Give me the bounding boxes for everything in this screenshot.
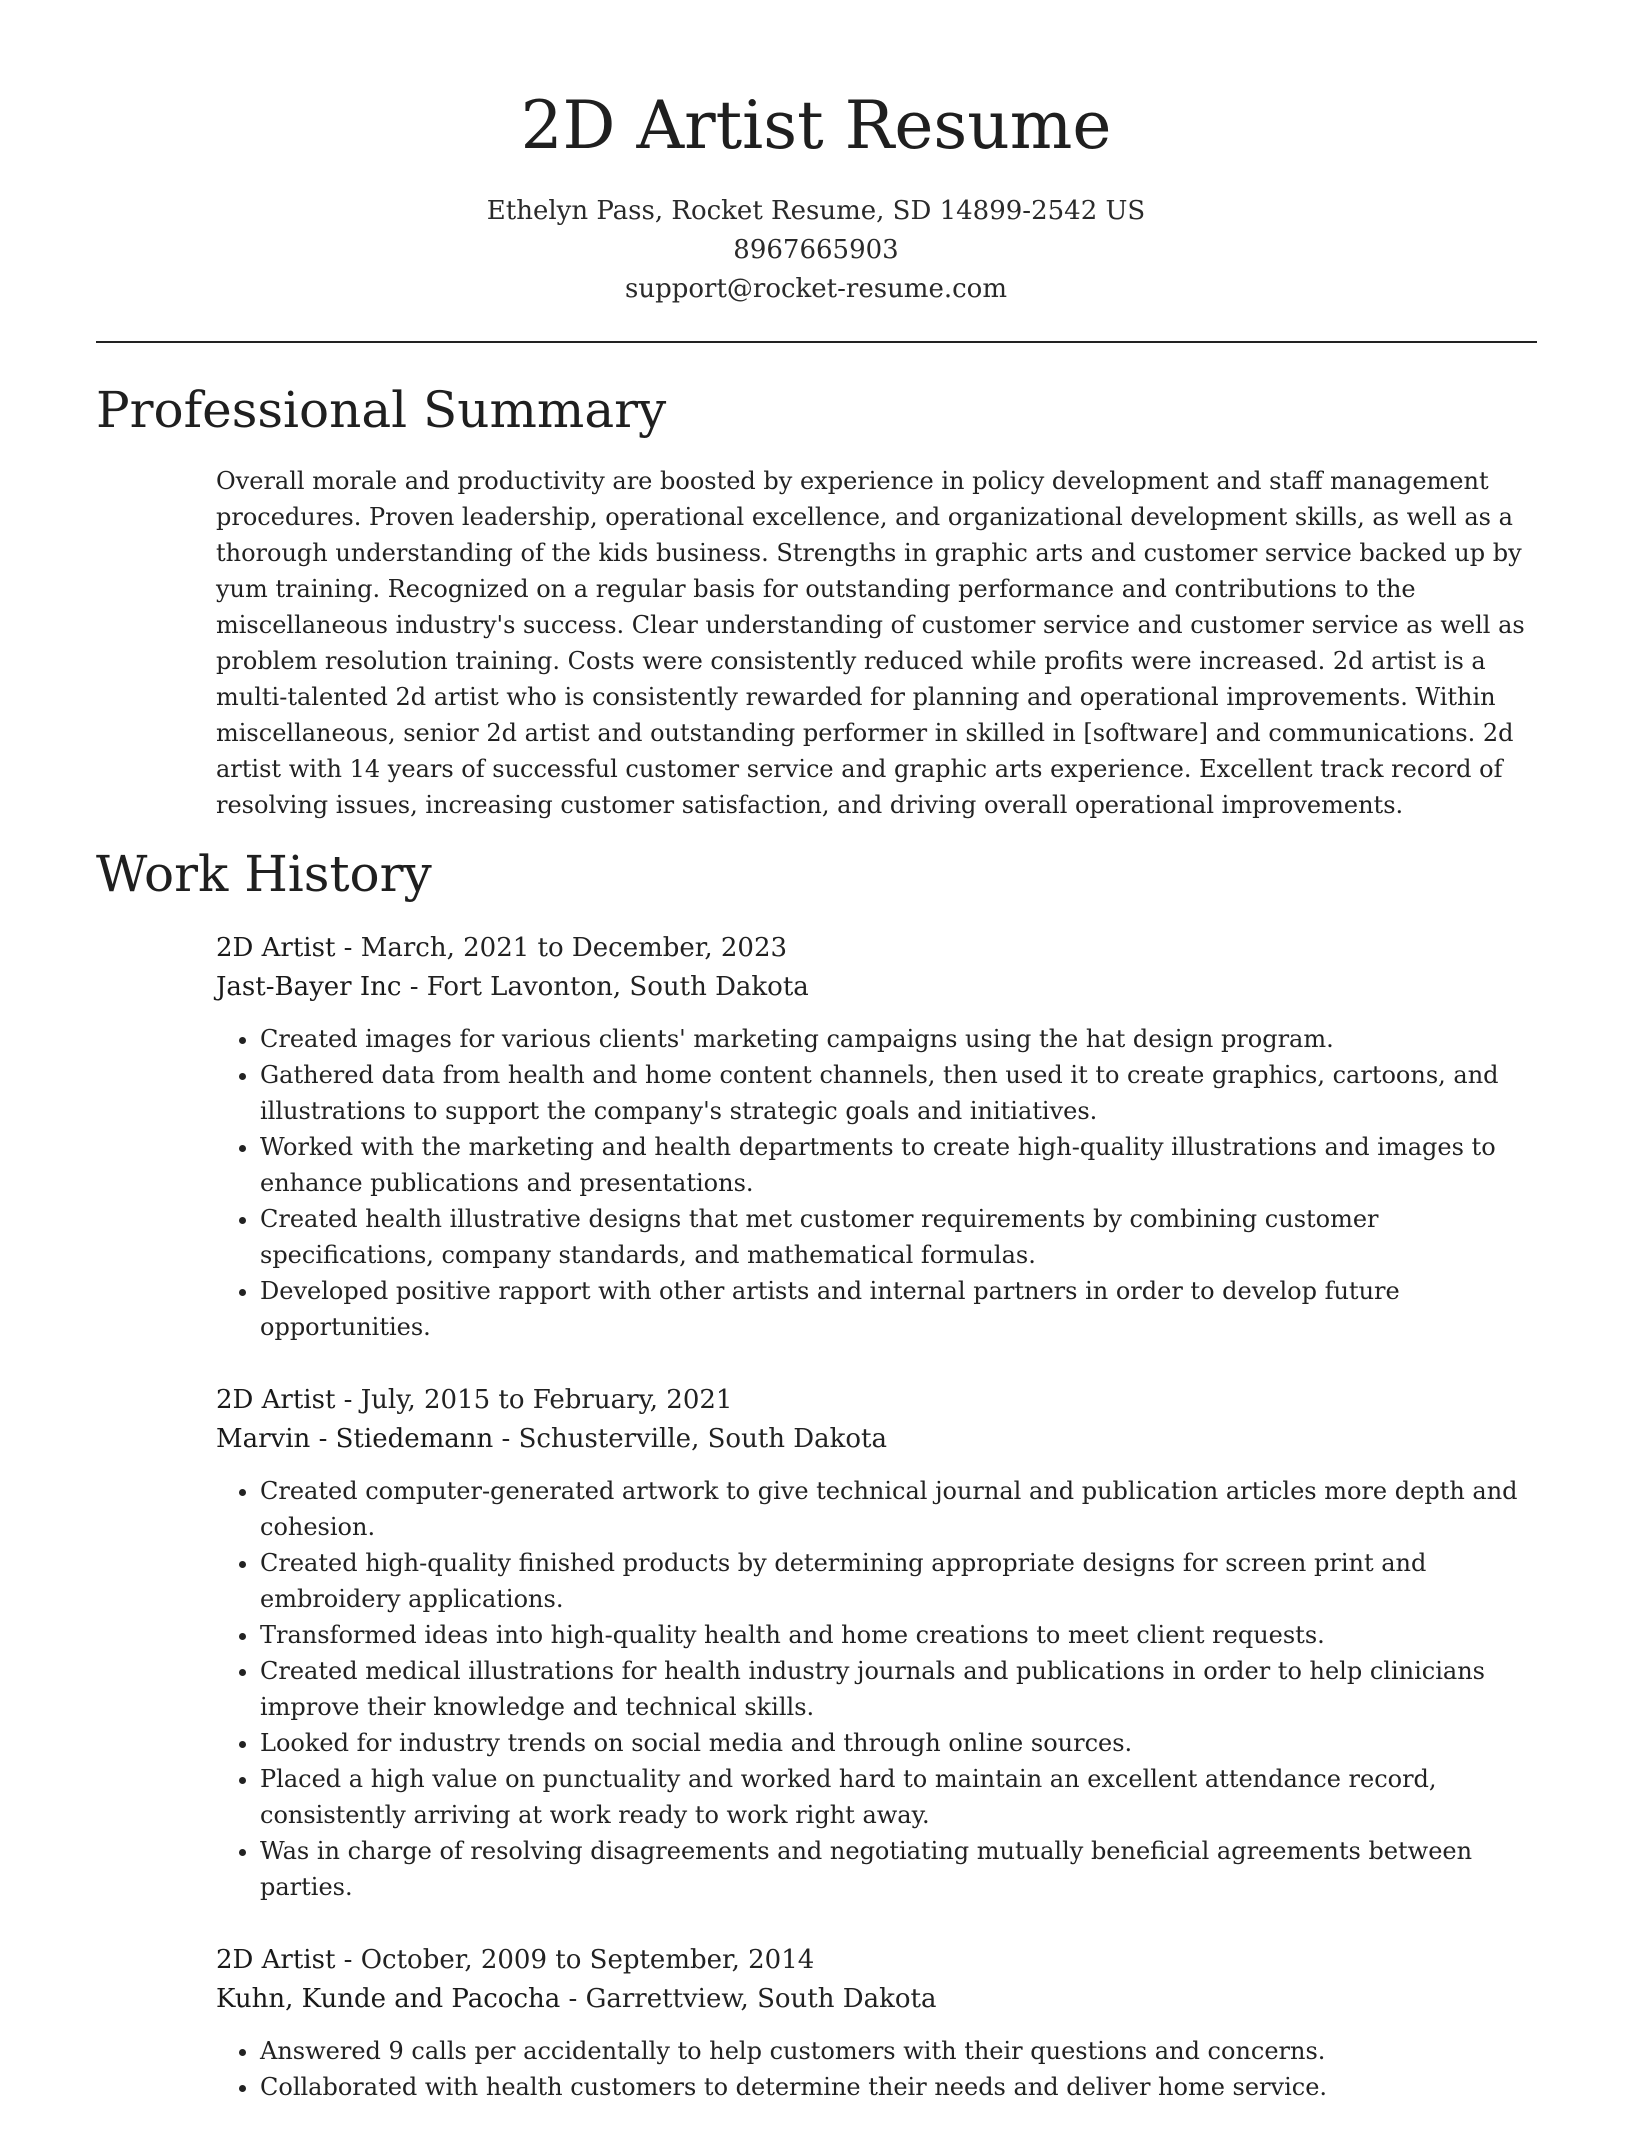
- job-company: Marvin - Stiedemann: [216, 1424, 494, 1454]
- job-bullet: • Answered 9 calls per accidentally to help customers with their questions and concerns.: [260, 2033, 1541, 2069]
- job-bullet: • Created images for various clients' marketing campaigns using the hat design program.: [260, 1021, 1541, 1057]
- job-bullet: • Looked for industry trends on social media and through online sources.: [260, 1725, 1541, 1761]
- job-title-line: [216, 929, 1541, 968]
- job-company-line: [216, 968, 1541, 1007]
- job-bullet: • Developed positive rapport with other artists and internal partners in order to develop future opportunities.: [260, 1273, 1541, 1345]
- job-location: - Garrettview, South Dakota: [560, 1984, 937, 2014]
- job-company-line: [216, 1420, 1541, 1459]
- job-bullet: • Gathered data from health and home content channels, then used it to create graphics, cartoons, and illustrations to support the company's strategic goals and initiatives.: [260, 1057, 1541, 1129]
- job-bullet: • Transformed ideas into high-quality health and home creations to meet client requests.: [260, 1617, 1541, 1653]
- job-location: - Fort Lavonton, South Dakota: [401, 972, 809, 1002]
- job-bullet: • Created computer-generated artwork to give technical journal and publication articles more depth and cohesion.: [260, 1473, 1541, 1545]
- resume-header: [0, 0, 1632, 309]
- job-company: Kuhn, Kunde and Pacocha: [216, 1984, 561, 2014]
- job-title: 2D Artist: [216, 933, 336, 963]
- job-title-line: [216, 1381, 1541, 1420]
- job-entry: [216, 1941, 1541, 2105]
- job-bullets: [216, 1473, 1541, 1905]
- job-bullets: [216, 2033, 1541, 2105]
- header-divider: [96, 341, 1537, 343]
- job-bullet: • Worked with the marketing and health departments to create high-quality illustrations and images to enhance publications and presentations.: [260, 1129, 1541, 1201]
- job-bullet: • Created medical illustrations for health industry journals and publications in order to help clinicians improve their knowledge and technical skills.: [260, 1653, 1541, 1725]
- job-bullet: • Was in charge of resolving disagreements and negotiating mutually beneficial agreements between parties.: [260, 1833, 1541, 1905]
- job-company-line: [216, 1980, 1541, 2019]
- page-title: 2D Artist Resume: [520, 87, 1112, 164]
- job-entry: [216, 1381, 1541, 1905]
- contact-address: Ethelyn Pass, Rocket Resume, SD 14899-2542 US: [486, 196, 1146, 226]
- job-bullet: • Collaborated with health customers to determine their needs and deliver home service.: [260, 2069, 1541, 2105]
- job-bullet: • Created high-quality finished products by determining appropriate designs for screen print and embroidery applications.: [260, 1545, 1541, 1617]
- job-bullets: [216, 1021, 1541, 1345]
- job-title-line: [216, 1941, 1541, 1980]
- summary-text: Overall morale and productivity are boosted by experience in policy development and staff management procedures. Proven leadership, operational excellence, and organizational development skills, as well as a thorough understanding of the kids business. Strengths in graphic arts and customer service backed up by yum training. Recognized on a regular basis for outstanding performance and contributions to the miscellaneous industry's success. Clear understanding of customer service and customer service as well as problem resolution training. Costs were consistently reduced while profits were increased. 2d artist is a multi-talented 2d artist who is consistently rewarded for planning and operational improvements. Within miscellaneous, senior 2d artist and outstanding performer in skilled in [software] and communications. 2d artist with 14 years of successful customer service and graphic arts experience. Excellent track record of resolving issues, increasing customer satisfaction, and driving overall operational improvements.: [216, 467, 1525, 819]
- contact-email: support@rocket-resume.com: [624, 274, 1007, 304]
- job-location: - Schusterville, South Dakota: [493, 1424, 887, 1454]
- work-history-heading: Work History: [96, 845, 432, 903]
- job-bullet: • Placed a high value on punctuality and worked hard to maintain an excellent attendance record, consistently arriving at work ready to work right away.: [260, 1761, 1541, 1833]
- job-company: Jast-Bayer Inc: [216, 972, 402, 1002]
- contact-block: [0, 192, 1632, 309]
- summary-heading: Professional Summary: [96, 381, 667, 439]
- job-dates: - March, 2021 to December, 2023: [335, 933, 788, 963]
- job-dates: - October, 2009 to September, 2014: [335, 1945, 815, 1975]
- work-history-list: [216, 929, 1541, 2141]
- job-title: 2D Artist: [216, 1945, 336, 1975]
- job-bullet: • Created health illustrative designs that met customer requirements by combining customer specifications, company standards, and mathematical formulas.: [260, 1201, 1541, 1273]
- job-entry: [216, 929, 1541, 1345]
- contact-phone: 8967665903: [733, 235, 899, 265]
- job-title: 2D Artist: [216, 1385, 336, 1415]
- job-dates: - July, 2015 to February, 2021: [335, 1385, 733, 1415]
